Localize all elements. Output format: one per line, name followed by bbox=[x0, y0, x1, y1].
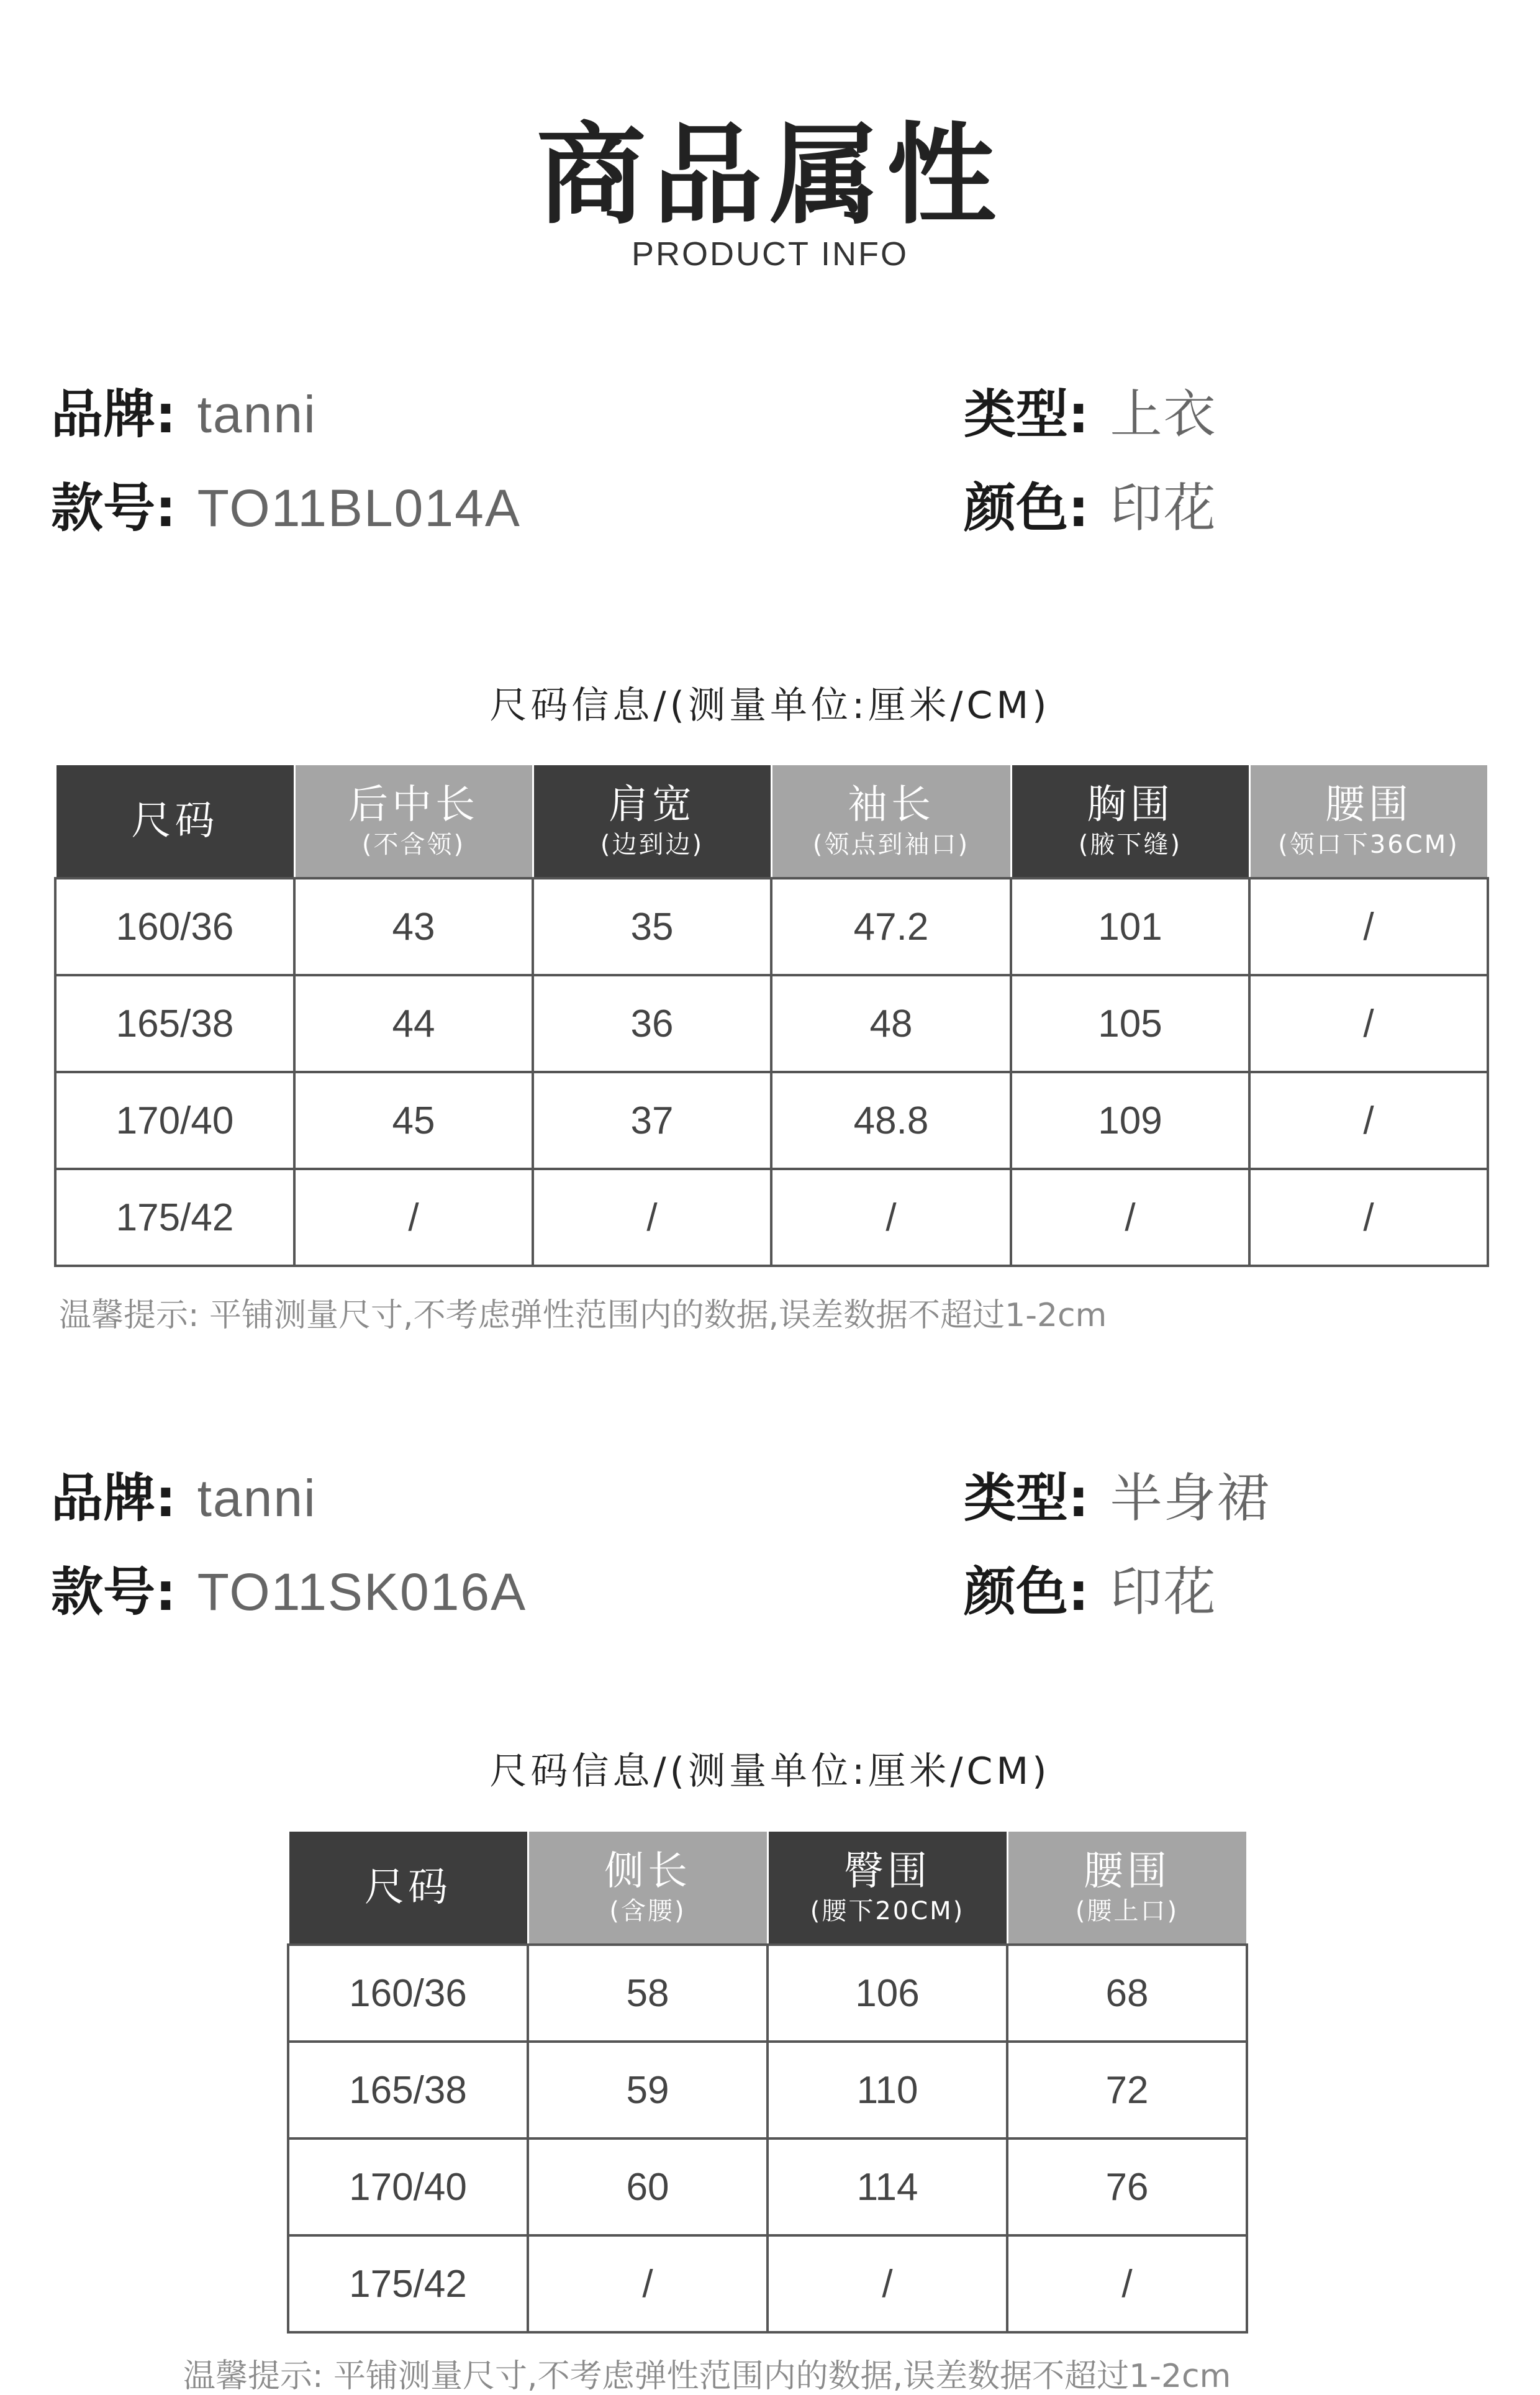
table-cell: 170/40 bbox=[288, 2138, 528, 2235]
size-table-bottom bbox=[287, 1830, 1248, 2334]
table-cell: / bbox=[1249, 1169, 1488, 1266]
table-row bbox=[55, 1169, 1488, 1266]
table-cell: / bbox=[768, 2235, 1007, 2332]
table-row bbox=[288, 2138, 1247, 2235]
table-row bbox=[55, 975, 1488, 1072]
brand-label: 品牌: bbox=[51, 384, 176, 445]
style-number-value: TO11SK016A bbox=[197, 1563, 527, 1621]
color-label: 颜色: bbox=[964, 1561, 1089, 1622]
table-cell: 160/36 bbox=[288, 1945, 528, 2042]
style-number-value: TO11BL014A bbox=[197, 479, 521, 537]
table-cell: 37 bbox=[533, 1072, 771, 1169]
size-table-top bbox=[54, 763, 1489, 1267]
table-cell: 109 bbox=[1011, 1072, 1249, 1169]
style-number-row bbox=[51, 1561, 527, 1622]
table-cell: 72 bbox=[1007, 2042, 1247, 2138]
color-label: 颜色: bbox=[964, 478, 1089, 539]
header-waist: 腰围 (腰上口) bbox=[1007, 1831, 1247, 1945]
table-cell: 44 bbox=[294, 975, 533, 1072]
type-label: 类型: bbox=[964, 384, 1089, 445]
table-cell: 105 bbox=[1011, 975, 1249, 1072]
header-waist: 腰围 (领口下36CM) bbox=[1249, 765, 1488, 879]
header-shoulder-width: 肩宽 (边到边) bbox=[533, 765, 771, 879]
table-cell: 165/38 bbox=[55, 975, 294, 1072]
table-cell: 101 bbox=[1011, 878, 1249, 975]
style-number-row bbox=[51, 478, 521, 539]
table-cell: 36 bbox=[533, 975, 771, 1072]
table-cell: 114 bbox=[768, 2138, 1007, 2235]
table-cell: 110 bbox=[768, 2042, 1007, 2138]
color-row bbox=[964, 1561, 1217, 1622]
table-cell: 45 bbox=[294, 1072, 533, 1169]
table-header-row bbox=[55, 765, 1488, 879]
table-row bbox=[55, 1072, 1488, 1169]
table-row bbox=[55, 878, 1488, 975]
type-label: 类型: bbox=[964, 1468, 1089, 1529]
table-cell: 175/42 bbox=[288, 2235, 528, 2332]
table-cell: / bbox=[1011, 1169, 1249, 1266]
table-cell: 165/38 bbox=[288, 2042, 528, 2138]
brand-value: tanni bbox=[197, 1469, 317, 1527]
type-row bbox=[964, 1468, 1270, 1529]
header-chest: 胸围 (腋下缝) bbox=[1011, 765, 1249, 879]
style-number-label: 款号: bbox=[51, 1561, 176, 1622]
table-cell: 175/42 bbox=[55, 1169, 294, 1266]
table-cell: 48 bbox=[771, 975, 1011, 1072]
table-cell: / bbox=[528, 2235, 768, 2332]
brand-value: tanni bbox=[197, 385, 317, 443]
table-cell: 48.8 bbox=[771, 1072, 1011, 1169]
table-cell: 106 bbox=[768, 1945, 1007, 2042]
brand-row bbox=[51, 1468, 317, 1529]
type-value: 半身裙 bbox=[1110, 1469, 1270, 1527]
color-row bbox=[964, 478, 1217, 539]
measurement-note: 温馨提示: 平铺测量尺寸,不考虑弹性范围内的数据,误差数据不超过1-2cm bbox=[183, 2358, 1231, 2395]
table-cell: 170/40 bbox=[55, 1072, 294, 1169]
table-cell: 43 bbox=[294, 878, 533, 975]
table-cell: / bbox=[1249, 1072, 1488, 1169]
table-cell: 35 bbox=[533, 878, 771, 975]
table-cell: / bbox=[1007, 2235, 1247, 2332]
table-row bbox=[288, 1945, 1247, 2042]
size-table-caption: 尺码信息/(测量单位:厘米/CM) bbox=[489, 1750, 1051, 1793]
page-title: 商品属性 bbox=[536, 112, 1003, 239]
measurement-note: 温馨提示: 平铺测量尺寸,不考虑弹性范围内的数据,误差数据不超过1-2cm bbox=[59, 1297, 1107, 1334]
header-hip: 臀围 (腰下20CM) bbox=[768, 1831, 1007, 1945]
header-size: 尺码 bbox=[55, 765, 294, 879]
table-cell: 76 bbox=[1007, 2138, 1247, 2235]
table-cell: 58 bbox=[528, 1945, 768, 2042]
table-row bbox=[288, 2235, 1247, 2332]
table-cell: 68 bbox=[1007, 1945, 1247, 2042]
table-cell: / bbox=[771, 1169, 1011, 1266]
style-number-label: 款号: bbox=[51, 478, 176, 539]
type-value: 上衣 bbox=[1110, 385, 1217, 443]
table-row bbox=[288, 2042, 1247, 2138]
table-cell: 160/36 bbox=[55, 878, 294, 975]
table-cell: / bbox=[533, 1169, 771, 1266]
header-sleeve-length: 袖长 (领点到袖口) bbox=[771, 765, 1011, 879]
header-back-length: 后中长 (不含领) bbox=[294, 765, 533, 879]
table-cell: 60 bbox=[528, 2138, 768, 2235]
table-cell: / bbox=[1249, 975, 1488, 1072]
table-header-row bbox=[288, 1831, 1247, 1945]
brand-row bbox=[51, 384, 317, 445]
page-subtitle: PRODUCT INFO bbox=[631, 235, 908, 273]
color-value: 印花 bbox=[1110, 479, 1217, 537]
header-side-length: 侧长 (含腰) bbox=[528, 1831, 768, 1945]
header-size: 尺码 bbox=[288, 1831, 528, 1945]
table-cell: 47.2 bbox=[771, 878, 1011, 975]
type-row bbox=[964, 384, 1217, 445]
brand-label: 品牌: bbox=[51, 1468, 176, 1529]
table-cell: 59 bbox=[528, 2042, 768, 2138]
table-cell: / bbox=[1249, 878, 1488, 975]
table-cell: / bbox=[294, 1169, 533, 1266]
size-table-caption: 尺码信息/(测量单位:厘米/CM) bbox=[489, 684, 1051, 727]
color-value: 印花 bbox=[1110, 1563, 1217, 1621]
